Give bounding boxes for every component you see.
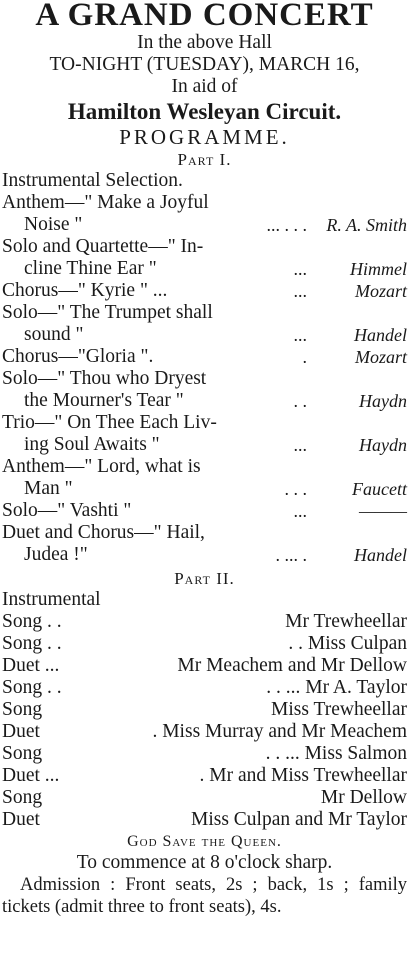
programme-item (2, 699, 407, 721)
part-two-list (2, 589, 407, 831)
programme-item (2, 192, 407, 214)
item-title-line: Anthem—" Make a Joyful (2, 192, 209, 213)
aid-line: In aid of (171, 76, 238, 97)
item-composer: Handel (354, 545, 407, 565)
item-title-line: Solo and Quartette—" In- (2, 236, 204, 257)
venue-line: In the above Hall (137, 32, 272, 53)
programme-item (2, 743, 407, 765)
programme-item (2, 412, 407, 434)
item-leader-dots: . . . (284, 479, 307, 499)
item-performers: Mr Dellow (320, 787, 407, 808)
programme-item-continued (2, 324, 407, 346)
notice-title: A GRAND CONCERT (35, 0, 374, 33)
item-title-line: cline Thine Ear " (24, 258, 157, 279)
item-leader-dots: . . (293, 391, 307, 411)
programme-item-continued (2, 544, 407, 566)
item-title-line: ing Soul Awaits " (24, 434, 160, 455)
item-title-line: Solo—" Vashti " (2, 500, 132, 521)
item-leader-dots: ... (293, 501, 307, 521)
item-composer: Mozart (354, 347, 407, 367)
programme-item (2, 633, 407, 655)
admission-text: Admission : Front seats, 2s ; back, 1s ; family tickets (admit three to front seats), 4s. (2, 875, 407, 917)
programme-item (2, 589, 407, 611)
item-title-line: Chorus—"Gloria ". (2, 346, 154, 367)
item-composer: Himmel (350, 259, 407, 279)
programme-item (2, 236, 407, 258)
item-leader-dots: . (302, 347, 307, 367)
item-composer: Faucett (352, 479, 407, 499)
programme-item-continued (2, 214, 407, 236)
item-type: Instrumental (2, 589, 101, 610)
programme-item-continued (2, 434, 407, 456)
programme-item (2, 170, 407, 192)
item-title-line: Solo—" The Trumpet shall (2, 302, 213, 323)
programme-item (2, 787, 407, 809)
programme-item (2, 456, 407, 478)
item-type: Duet ... (2, 765, 60, 786)
item-leader-dots: ... (293, 325, 307, 345)
item-title-line: Man " (24, 478, 73, 499)
item-type: Duet ... (2, 655, 60, 676)
item-performers: . . ... Mr A. Taylor (266, 677, 407, 698)
programme-item (2, 500, 407, 522)
programme-item (2, 677, 407, 699)
item-type: Song . . (2, 677, 62, 698)
programme-item (2, 368, 407, 390)
item-performers: Miss Trewheellar (271, 699, 407, 720)
programme-item-continued (2, 478, 407, 500)
item-performers: Miss Culpan and Mr Taylor (190, 809, 407, 830)
item-leader-dots: ... . . . (266, 215, 307, 235)
item-performers: Mr Trewheellar (285, 611, 407, 632)
item-title-line: Trio—" On Thee Each Liv- (2, 412, 217, 433)
item-performers: . Miss Murray and Mr Meachem (152, 721, 407, 742)
item-title-line: Solo—" Thou who Dryest (2, 368, 207, 389)
programme-item (2, 522, 407, 544)
item-type: Song (2, 699, 43, 720)
item-composer: R. A. Smith (326, 215, 407, 235)
item-title-line: Instrumental Selection. (2, 170, 183, 191)
item-leader-dots: ... (293, 259, 307, 279)
commence-line: To commence at 8 o'clock sharp. (76, 852, 333, 873)
item-composer: Handel (354, 325, 407, 345)
item-title-line: Chorus—" Kyrie " ... (2, 280, 168, 301)
item-title-line: Anthem—" Lord, what is (2, 456, 201, 477)
item-leader-dots: ... (293, 281, 307, 301)
programme-item-continued (2, 390, 407, 412)
item-type: Duet (2, 721, 40, 742)
programme-item (2, 765, 407, 787)
programme-heading: PROGRAMME. (119, 125, 290, 149)
date-line: TO-NIGHT (TUESDAY), MARCH 16, (49, 54, 360, 75)
item-leader-dots: . ... . (275, 545, 307, 565)
item-performers: Mr Meachem and Mr Dellow (177, 655, 407, 676)
item-performers: . . Miss Culpan (288, 633, 407, 654)
part-one-heading: Part I. (177, 150, 232, 169)
programme-item (2, 302, 407, 324)
part-one-list (2, 170, 407, 566)
programme-item (2, 721, 407, 743)
item-composer: ——— (358, 501, 407, 521)
item-title-line: Noise " (24, 214, 83, 235)
item-title-line: the Mourner's Tear " (24, 390, 184, 411)
programme-item (2, 280, 407, 302)
programme-item (2, 346, 407, 368)
item-type: Song (2, 787, 43, 808)
item-title-line: Duet and Chorus—" Hail, (2, 522, 205, 543)
circuit-name: Hamilton Wesleyan Circuit. (67, 99, 342, 124)
item-title-line: Judea !" (24, 544, 88, 565)
item-type: Duet (2, 809, 40, 830)
item-performers: . Mr and Miss Trewheellar (199, 765, 407, 786)
item-composer: Mozart (354, 281, 407, 301)
god-save-the-queen: God Save the Queen. (127, 833, 282, 850)
item-composer: Haydn (359, 391, 407, 411)
programme-item (2, 655, 407, 677)
item-type: Song . . (2, 633, 62, 654)
item-leader-dots: ... (293, 435, 307, 455)
part-two-heading: Part II. (174, 569, 235, 588)
programme-item (2, 809, 407, 831)
item-type: Song . . (2, 611, 62, 632)
item-composer: Haydn (359, 435, 407, 455)
item-performers: . . ... Miss Salmon (265, 743, 407, 764)
item-type: Song (2, 743, 43, 764)
programme-item-continued (2, 258, 407, 280)
programme-item (2, 611, 407, 633)
item-title-line: sound " (24, 324, 84, 345)
